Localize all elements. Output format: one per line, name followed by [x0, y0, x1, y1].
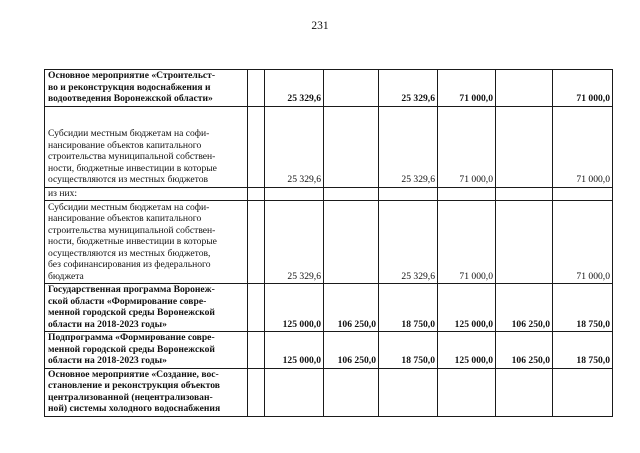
row-value-col-2: 25 329,6: [265, 70, 324, 107]
row-value-col-1: [248, 70, 265, 107]
table-row: [45, 70, 613, 107]
row-value-col-6: [496, 201, 553, 284]
row-value-col-6: 106 250,0: [496, 284, 553, 332]
row-value-col-2: [265, 368, 324, 416]
budget-table: [44, 69, 613, 417]
row-label: Основное мероприятие «Строительст- во и реконструкция водоснабжения и водоотведения Воронежской области»: [45, 70, 248, 107]
row-value-col-2: 25 329,6: [265, 201, 324, 284]
row-label: Основное мероприятие «Создание, вос- становление и реконструкция объектов централизованной (нецентрализован- ной) системы холодного водоснабжения: [45, 368, 248, 416]
row-value-col-3: [324, 368, 379, 416]
row-value-col-5: 71 000,0: [438, 106, 496, 187]
row-value-col-5: 125 000,0: [438, 332, 496, 369]
row-value-col-5: [438, 368, 496, 416]
table-row: [45, 368, 613, 416]
row-value-col-3: [324, 70, 379, 107]
row-value-col-6: [496, 368, 553, 416]
row-value-col-1: [248, 201, 265, 284]
row-value-col-3: 106 250,0: [324, 332, 379, 369]
page-number: 231: [311, 20, 329, 32]
row-value-col-1: [248, 284, 265, 332]
row-label: Субсидии местным бюджетам на софи- нансирование объектов капитального строительства муниципальной собствен- ности, бюджетные инвестиции в которые осуществляются из местных бюджетов: [45, 106, 248, 187]
row-label: Подпрограмма «Формирование совре- менной городской среды Воронежской области на 2018-2023 годы»: [45, 332, 248, 369]
row-value-col-6: [496, 106, 553, 187]
row-value-col-5: 71 000,0: [438, 70, 496, 107]
row-value-col-7: 18 750,0: [553, 332, 613, 369]
row-value-col-5: [438, 187, 496, 201]
row-value-col-1: [248, 106, 265, 187]
row-value-col-4: 25 329,6: [379, 70, 438, 107]
row-value-col-4: [379, 187, 438, 201]
row-value-col-6: 106 250,0: [496, 332, 553, 369]
row-value-col-4: 18 750,0: [379, 332, 438, 369]
row-value-col-7: 71 000,0: [553, 201, 613, 284]
row-value-col-7: [553, 187, 613, 201]
row-value-col-2: 125 000,0: [265, 332, 324, 369]
row-value-col-1: [248, 187, 265, 201]
row-label: из них:: [45, 187, 248, 201]
row-value-col-4: 25 329,6: [379, 106, 438, 187]
row-value-col-5: 125 000,0: [438, 284, 496, 332]
table-row: [45, 187, 613, 201]
table-row: [45, 106, 613, 187]
table-row: [45, 332, 613, 369]
row-value-col-2: 25 329,6: [265, 106, 324, 187]
row-value-col-4: 25 329,6: [379, 201, 438, 284]
row-value-col-7: 18 750,0: [553, 284, 613, 332]
row-value-col-2: 125 000,0: [265, 284, 324, 332]
row-value-col-3: [324, 106, 379, 187]
row-value-col-5: 71 000,0: [438, 201, 496, 284]
row-label: Субсидии местным бюджетам на софи- нансирование объектов капитального строительства муниципальной собствен- ности, бюджетные инвестиции в которые осуществляются из местных бюджетов, без софинансирования из федерального бюджета: [45, 201, 248, 284]
row-value-col-3: [324, 187, 379, 201]
row-value-col-1: [248, 368, 265, 416]
table-row: [45, 284, 613, 332]
row-value-col-4: [379, 368, 438, 416]
row-value-col-1: [248, 332, 265, 369]
row-value-col-7: 71 000,0: [553, 70, 613, 107]
budget-table-body: [45, 70, 613, 417]
row-value-col-2: [265, 187, 324, 201]
row-value-col-6: [496, 187, 553, 201]
row-label: Государственная программа Воронеж- ской области «Формирование совре- менной городской среды Воронежской области на 2018-2023 годы»: [45, 284, 248, 332]
row-value-col-7: [553, 368, 613, 416]
row-value-col-7: 71 000,0: [553, 106, 613, 187]
row-value-col-3: [324, 201, 379, 284]
row-value-col-4: 18 750,0: [379, 284, 438, 332]
row-value-col-3: 106 250,0: [324, 284, 379, 332]
row-value-col-6: [496, 70, 553, 107]
table-row: [45, 201, 613, 284]
